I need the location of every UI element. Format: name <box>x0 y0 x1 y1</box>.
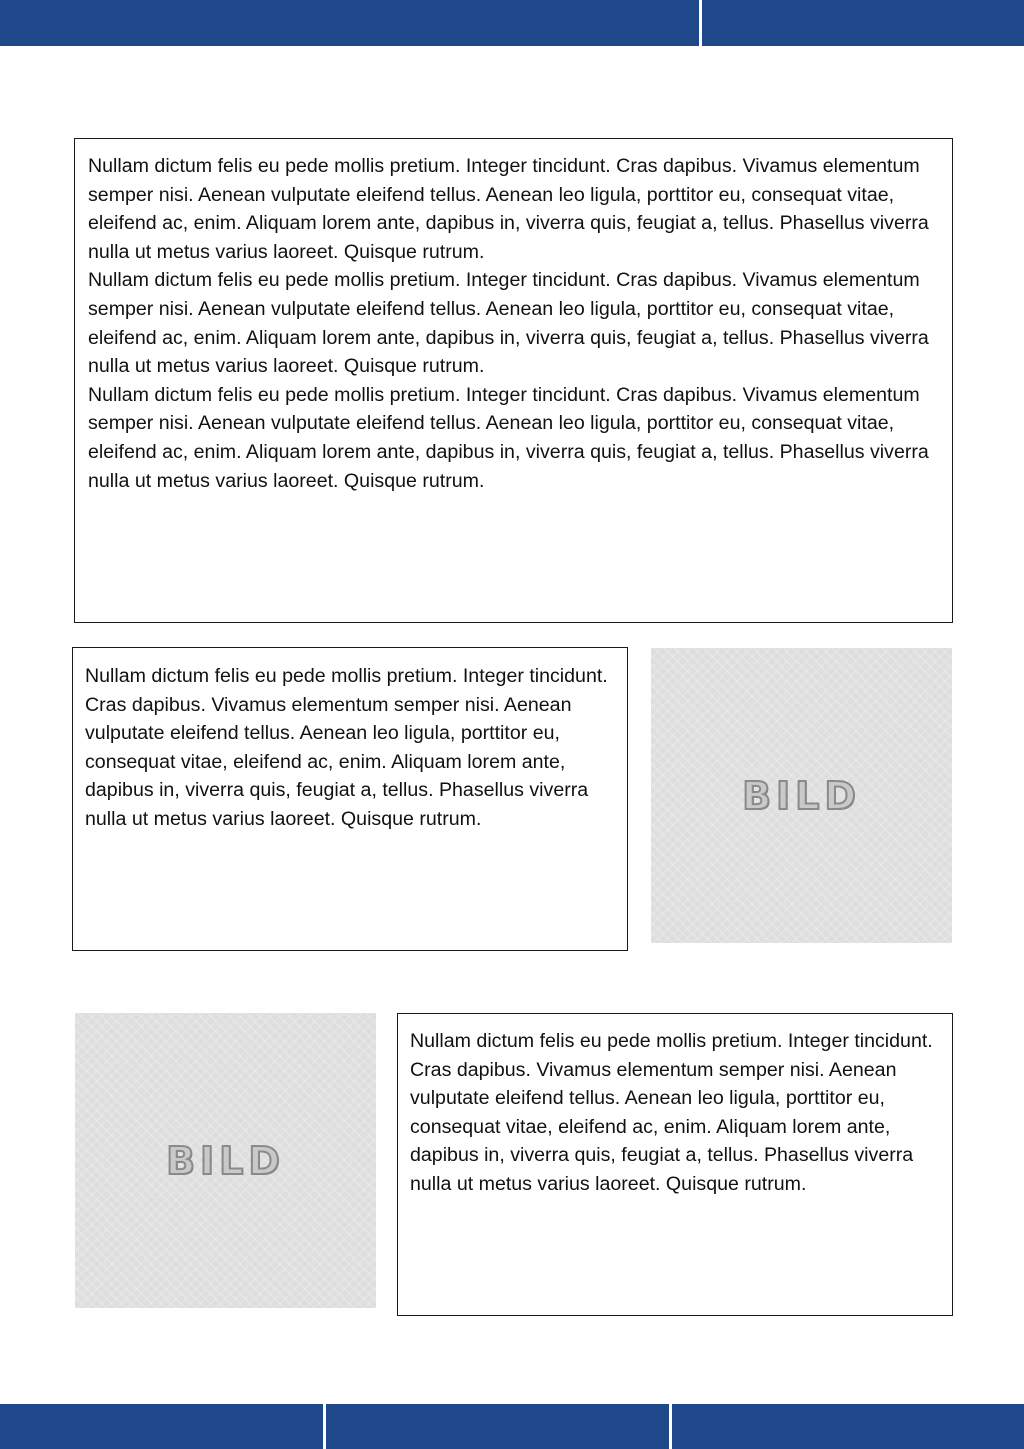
image-label: BILD <box>742 773 861 818</box>
image-placeholder-right <box>651 648 952 943</box>
top-paragraph-3: Nullam dictum felis eu pede mollis pretium. Integer tincidunt. Cras dapibus. Vivamus elementum semper nisi. Aenean vulputate eleifend tellus. Aenean leo ligula, porttitor eu, consequat vitae, eleifend ac, enim. Aliquam lorem ante, dapibus in, viverra quis, feugiat a, tellus. Phasellus viverra nulla ut metus varius laoreet. Quisque rutrum. <box>88 383 929 492</box>
bottom-text-box <box>397 1013 953 1316</box>
header-bar <box>0 0 1024 46</box>
footer-divider-right <box>669 1404 672 1449</box>
top-paragraph-1: Nullam dictum felis eu pede mollis pretium. Integer tincidunt. Cras dapibus. Vivamus elementum semper nisi. Aenean vulputate eleifend tellus. Aenean leo ligula, porttitor eu, consequat vitae, eleifend ac, enim. Aliquam lorem ante, dapibus in, viverra quis, feugiat a, tellus. Phasellus viverra nulla ut metus varius laoreet. Quisque rutrum. <box>88 155 929 263</box>
middle-text-box <box>72 647 628 951</box>
image-label: BILD <box>166 1138 285 1183</box>
bottom-paragraph: Nullam dictum felis eu pede mollis pretium. Integer tincidunt. Cras dapibus. Vivamus elementum semper nisi. Aenean vulputate eleifend tellus. Aenean leo ligula, porttitor eu, consequat vitae, eleifend ac, enim. Aliquam lorem ante, dapibus in, viverra quis, feugiat a, tellus. Phasellus viverra nulla ut metus varius laoreet. Quisque rutrum. <box>410 1030 933 1195</box>
footer-bar <box>0 1404 1024 1449</box>
image-placeholder-left <box>75 1013 376 1308</box>
header-divider <box>699 0 702 46</box>
middle-paragraph: Nullam dictum felis eu pede mollis pretium. Integer tincidunt. Cras dapibus. Vivamus elementum semper nisi. Aenean vulputate eleifend tellus. Aenean leo ligula, porttitor eu, consequat vitae, eleifend ac, enim. Aliquam lorem ante, dapibus in, viverra quis, feugiat a, tellus. Phasellus viverra nulla ut metus varius laoreet. Quisque rutrum. <box>85 665 608 830</box>
top-text-box <box>74 138 953 623</box>
footer-divider-left <box>323 1404 326 1449</box>
top-paragraph-2: Nullam dictum felis eu pede mollis pretium. Integer tincidunt. Cras dapibus. Vivamus elementum semper nisi. Aenean vulputate eleifend tellus. Aenean leo ligula, porttitor eu, consequat vitae, eleifend ac, enim. Aliquam lorem ante, dapibus in, viverra quis, feugiat a, tellus. Phasellus viverra nulla ut metus varius laoreet. Quisque rutrum. <box>88 269 929 378</box>
